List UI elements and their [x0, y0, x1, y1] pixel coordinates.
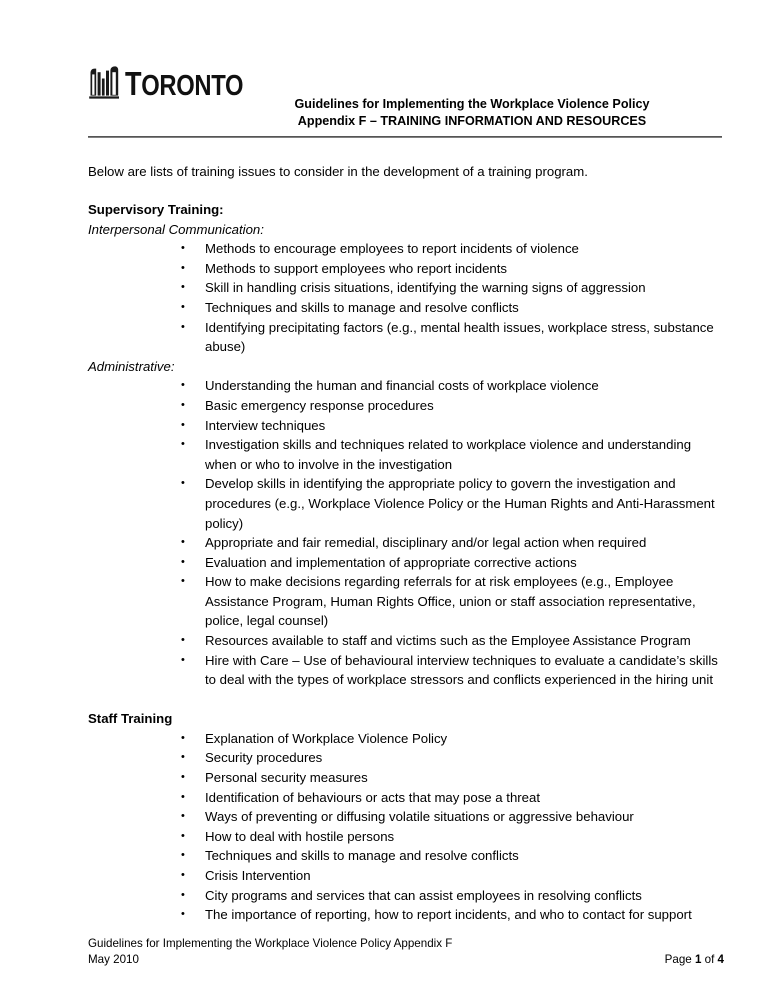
list-item: • Methods to support employees who report incidents [88, 259, 724, 279]
footer-date: May 2010 [88, 953, 139, 966]
footer-page-number [665, 952, 724, 968]
list-item: • City programs and services that can assist employees in resolving conflicts [88, 886, 724, 906]
list-item: • How to make decisions regarding referrals for at risk employees (e.g., Employee Assistance Program, Human Rights Office, union or staff association representative, police, legal counsel) [88, 572, 724, 631]
page-prefix: Page [664, 953, 695, 966]
subsection-heading-interpersonal: Interpersonal Communication: [88, 221, 264, 237]
toronto-logo [88, 66, 269, 100]
list-item: • Evaluation and implementation of appropriate corrective actions [88, 553, 724, 573]
wordmark-rest: ORONTO [141, 70, 244, 102]
list-item: • Methods to encourage employees to report incidents of violence [88, 239, 724, 259]
page-total: 4 [717, 953, 724, 966]
page-middle: of [701, 953, 718, 966]
list-item: • Explanation of Workplace Violence Policy [88, 729, 724, 749]
list-item: • Skill in handling crisis situations, identifying the warning signs of aggression [88, 278, 724, 298]
list-item: • Personal security measures [88, 768, 724, 788]
list-item: • Hire with Care – Use of behavioural interview techniques to evaluate a candidate’s skills to deal with the types of workplace stressors and conflicts experienced in the hiring unit [88, 651, 724, 690]
list-administrative [88, 376, 724, 690]
section-heading-staff: Staff Training [88, 710, 173, 726]
list-item: • How to deal with hostile persons [88, 827, 724, 847]
list-item: • The importance of reporting, how to report incidents, and who to contact for support [88, 905, 724, 925]
subsection-heading-administrative: Administrative: [88, 358, 175, 374]
wordmark-lead: T [125, 65, 142, 102]
header-title-line2: Appendix F – TRAINING INFORMATION AND RESOURCES [297, 114, 647, 128]
list-item: • Techniques and skills to manage and resolve conflicts [88, 298, 724, 318]
footer-title: Guidelines for Implementing the Workplace Violence Policy Appendix F [88, 937, 453, 950]
list-item: • Resources available to staff and victims such as the Employee Assistance Program [88, 631, 724, 651]
header-title-line1: Guidelines for Implementing the Workplace Violence Policy [294, 97, 650, 111]
list-item: • Understanding the human and financial costs of workplace violence [88, 376, 724, 396]
header-divider [88, 136, 722, 138]
list-item: • Ways of preventing or diffusing volatile situations or aggressive behaviour [88, 807, 724, 827]
list-item: • Appropriate and fair remedial, disciplinary and/or legal action when required [88, 533, 724, 553]
header-title [222, 96, 722, 130]
list-item: • Identification of behaviours or acts that may pose a threat [88, 788, 724, 808]
list-item: • Crisis Intervention [88, 866, 724, 886]
document-footer [88, 936, 724, 968]
list-item: • Security procedures [88, 748, 724, 768]
list-staff-training [88, 729, 724, 925]
intro-paragraph: Below are lists of training issues to consider in the development of a training program. [88, 164, 588, 179]
list-interpersonal-communication [88, 239, 724, 357]
section-heading-supervisory: Supervisory Training: [88, 201, 224, 217]
page-current: 1 [694, 953, 702, 966]
toronto-city-hall-icon [88, 66, 120, 100]
list-item: • Techniques and skills to manage and resolve conflicts [88, 846, 724, 866]
list-item: • Investigation skills and techniques related to workplace violence and understanding when or who to involve in the investigation [88, 435, 724, 474]
list-item: • Identifying precipitating factors (e.g., mental health issues, workplace stress, substance abuse) [88, 318, 724, 357]
list-item: • Develop skills in identifying the appropriate policy to govern the investigation and procedures (e.g., Workplace Violence Policy or the Human Rights and Anti-Harassment policy) [88, 474, 724, 533]
document-body [88, 162, 724, 925]
list-item: • Basic emergency response procedures [88, 396, 724, 416]
document-header [88, 58, 722, 138]
list-item: • Interview techniques [88, 416, 724, 436]
